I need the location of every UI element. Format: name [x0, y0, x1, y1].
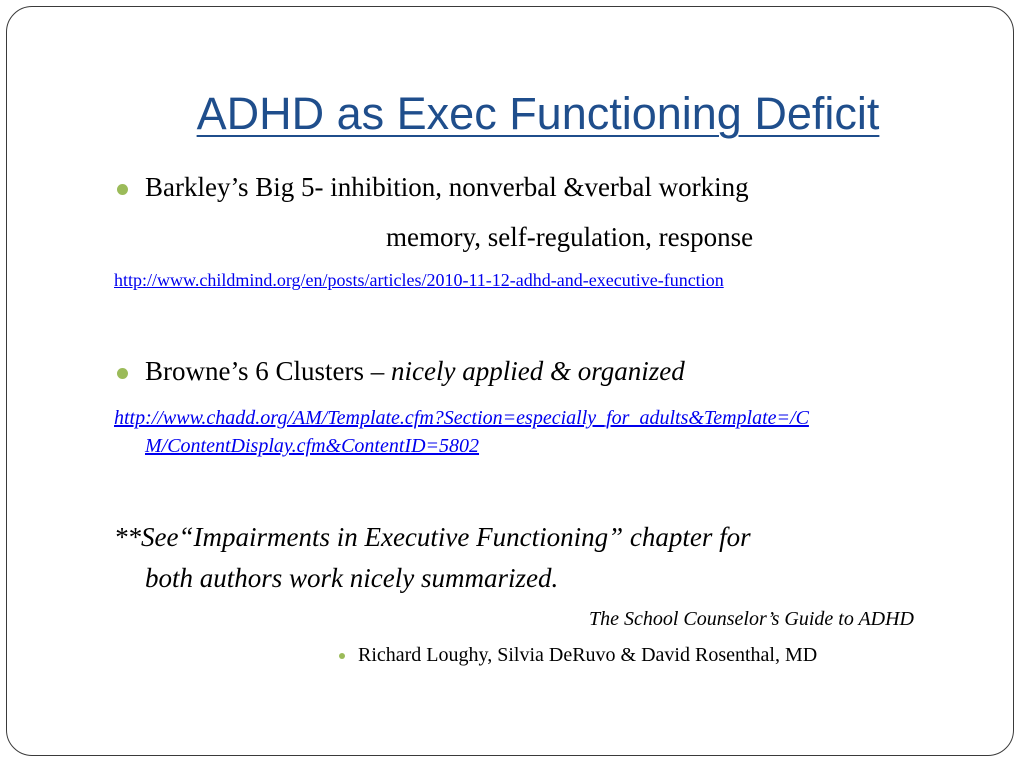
childmind-link[interactable]: http://www.childmind.org/en/posts/articles/2010-11-12-adhd-and-executive-function: [114, 270, 724, 290]
note-line2: both authors work nicely summarized.: [145, 563, 559, 593]
slide-title: ADHD as Exec Functioning Deficit: [196, 88, 880, 139]
note-line1: **See“Impairments in Executive Functioning” chapter for: [114, 522, 751, 552]
bullet-browne: [145, 356, 685, 387]
bullet-dot-icon: [117, 184, 128, 195]
chadd-link-line2[interactable]: M/ContentDisplay.cfm&ContentID=5802: [145, 435, 480, 457]
bullet-barkley-line2: memory, self-regulation, response: [386, 222, 754, 252]
book-title: The School Counselor’s Guide to ADHD: [589, 608, 914, 630]
bullet-barkley-line1: Barkley’s Big 5- inhibition, nonverbal &verbal working: [145, 172, 749, 202]
chadd-link-line1[interactable]: http://www.chadd.org/AM/Template.cfm?Section=especially_for_adults&Template=/C: [114, 407, 809, 429]
bullet-browne-emphasis: nicely applied & organized: [391, 356, 685, 386]
small-bullet-dot-icon: [339, 653, 345, 659]
book-authors: Richard Loughy, Silvia DeRuvo & David Rosenthal, MD: [358, 644, 818, 666]
bullet-dot-icon: [117, 368, 128, 379]
bullet-browne-prefix: Browne’s 6 Clusters –: [145, 356, 391, 386]
